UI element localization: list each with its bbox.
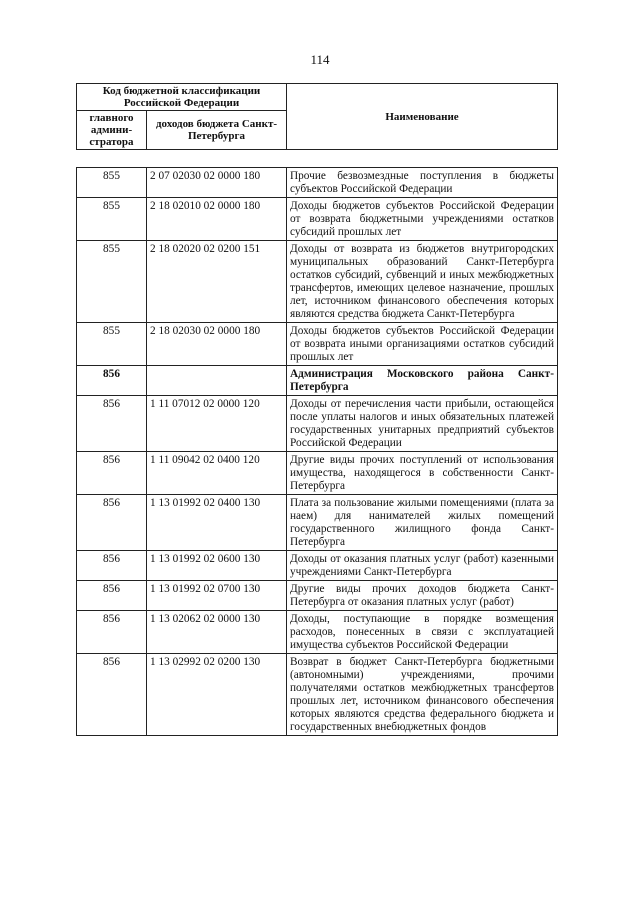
cell-revenue-code: 1 11 07012 02 0000 120	[147, 396, 287, 452]
header-col-revenue: доходов бюджета Санкт-Петербурга	[147, 111, 287, 150]
cell-name: Доходы, поступающие в порядке возмещения расходов, понесенных в связи с эксплуатацией имущества субъектов Российской Федерации	[287, 611, 558, 654]
cell-revenue-code: 1 13 01992 02 0700 130	[147, 581, 287, 611]
cell-name: Другие виды прочих доходов бюджета Санкт-Петербурга от оказания платных услуг (работ)	[287, 581, 558, 611]
header-group-title: Код бюджетной классификации Российской Федерации	[77, 84, 287, 111]
cell-revenue-code: 2 07 02030 02 0000 180	[147, 168, 287, 198]
table-row	[77, 366, 558, 396]
table-row	[77, 198, 558, 241]
cell-admin-code: 856	[77, 581, 147, 611]
table-header	[76, 83, 558, 150]
table-row	[77, 495, 558, 551]
cell-admin-code: 855	[77, 241, 147, 323]
cell-name: Доходы бюджетов субъектов Российской Федерации от возврата иными организациями остатков субсидий прошлых лет	[287, 323, 558, 366]
cell-admin-code: 856	[77, 396, 147, 452]
table-row	[77, 452, 558, 495]
header-col-admin: главного админи-стратора	[77, 111, 147, 150]
cell-revenue-code: 1 13 02992 02 0200 130	[147, 654, 287, 736]
cell-name: Плата за пользование жилыми помещениями (плата за наем) для нанимателей жилых помещений государственного жилищного фонда Санкт-Петербурга	[287, 495, 558, 551]
table-row	[77, 241, 558, 323]
cell-revenue-code: 1 13 02062 02 0000 130	[147, 611, 287, 654]
table-row	[77, 168, 558, 198]
cell-name: Доходы от возврата из бюджетов внутригородских муниципальных образований Санкт-Петербурга остатков субсидий, субвенций и иных межбюджетных трансфертов, имеющих целевое назначение, прошлых лет, источником финансового обеспечения которых являются средства бюджета Санкт-Петербурга	[287, 241, 558, 323]
classification-table	[76, 167, 558, 736]
header-col-name: Наименование	[287, 84, 558, 150]
cell-admin-code: 856	[77, 654, 147, 736]
cell-name: Доходы бюджетов субъектов Российской Федерации от возврата бюджетными учреждениями остатков субсидий прошлых лет	[287, 198, 558, 241]
cell-admin-code: 856	[77, 452, 147, 495]
cell-name: Администрация Московского района Санкт-Петербурга	[287, 366, 558, 396]
cell-admin-code: 856	[77, 551, 147, 581]
cell-revenue-code: 2 18 02020 02 0200 151	[147, 241, 287, 323]
cell-admin-code: 856	[77, 366, 147, 396]
table-row	[77, 654, 558, 736]
page-number: 114	[310, 52, 330, 67]
cell-name: Доходы от оказания платных услуг (работ) казенными учреждениями Санкт-Петербурга	[287, 551, 558, 581]
cell-admin-code: 856	[77, 611, 147, 654]
cell-admin-code: 855	[77, 168, 147, 198]
cell-revenue-code: 2 18 02010 02 0000 180	[147, 198, 287, 241]
table-row	[77, 581, 558, 611]
table-row	[77, 396, 558, 452]
table-row	[77, 323, 558, 366]
cell-revenue-code	[147, 366, 287, 396]
cell-name: Возврат в бюджет Санкт-Петербурга бюджетными (автономными) учреждениями, прочими получателями остатков межбюджетных трансфертов прошлых лет, источником финансового обеспечения которых являются средства федерального бюджета и государственных внебюджетных фондов	[287, 654, 558, 736]
cell-admin-code: 855	[77, 323, 147, 366]
cell-revenue-code: 1 11 09042 02 0400 120	[147, 452, 287, 495]
cell-admin-code: 855	[77, 198, 147, 241]
cell-admin-code: 856	[77, 495, 147, 551]
cell-revenue-code: 1 13 01992 02 0600 130	[147, 551, 287, 581]
cell-name: Доходы от перечисления части прибыли, остающейся после уплаты налогов и иных обязательных платежей государственных унитарных предприятий субъектов Российской Федерации	[287, 396, 558, 452]
table-row	[77, 611, 558, 654]
cell-name: Другие виды прочих поступлений от использования имущества, находящегося в собственности Санкт-Петербурга	[287, 452, 558, 495]
table-row	[77, 551, 558, 581]
cell-name: Прочие безвозмездные поступления в бюджеты субъектов Российской Федерации	[287, 168, 558, 198]
cell-revenue-code: 1 13 01992 02 0400 130	[147, 495, 287, 551]
cell-revenue-code: 2 18 02030 02 0000 180	[147, 323, 287, 366]
